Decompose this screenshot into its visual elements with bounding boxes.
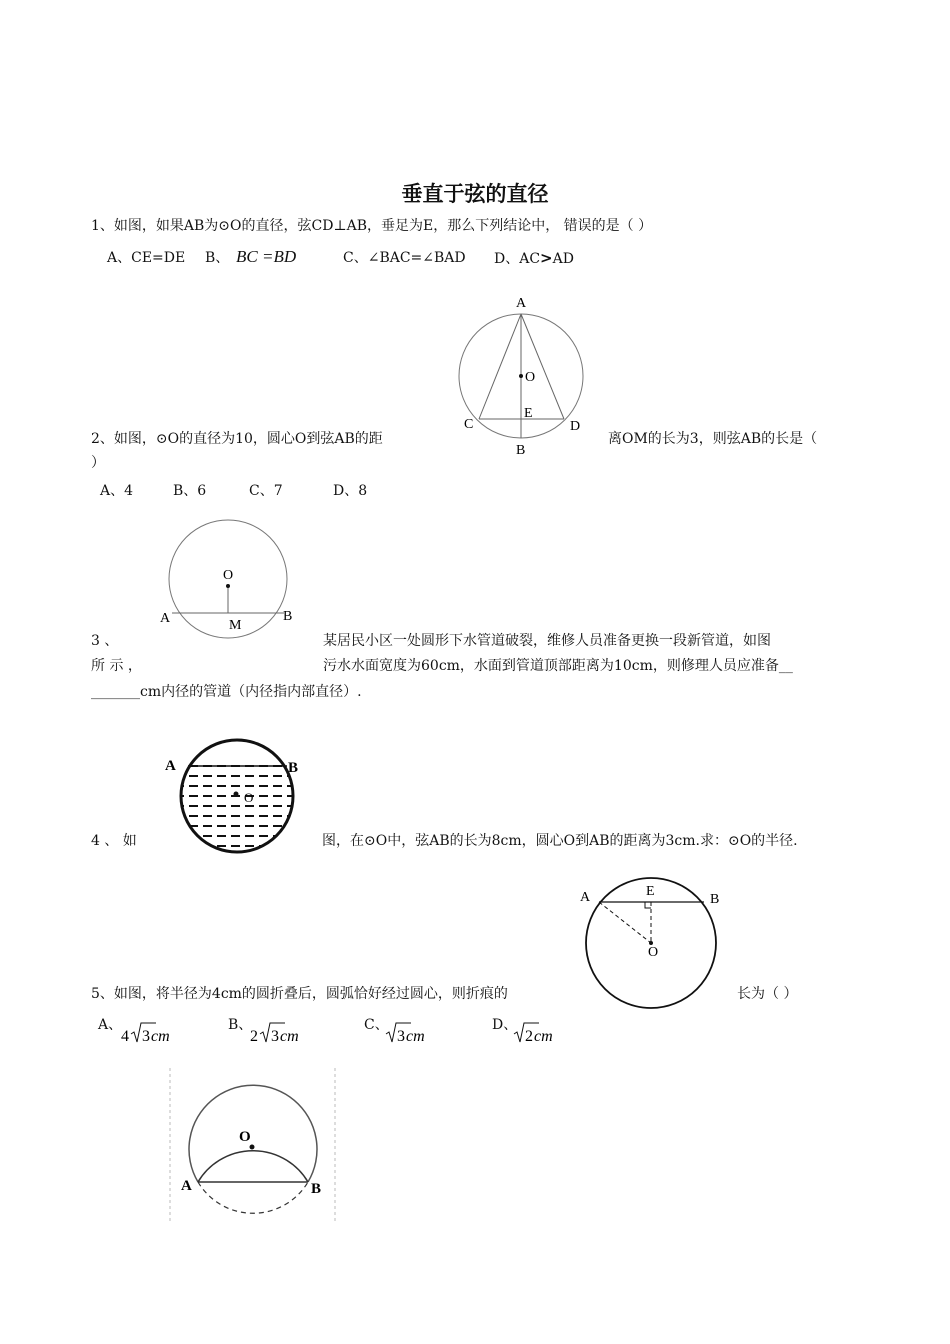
q1-label-a: A <box>516 296 527 311</box>
q5-option-b-unit: cm <box>280 1028 299 1045</box>
q2-option-d: D、8 <box>333 483 368 499</box>
q2-stem-left: 2、如图，⊙O的直径为10，圆心O到弦AB的距 <box>91 431 383 447</box>
q2-label-a: A <box>160 611 171 626</box>
q3-pipe-figure <box>160 735 310 855</box>
greater-than-symbol: > <box>540 249 553 267</box>
q5-option-c-math <box>384 1020 439 1046</box>
q1-option-d-label <box>494 249 574 268</box>
q5-option-b-coef: 2 <box>250 1028 258 1045</box>
q5-option-a-unit: cm <box>151 1028 170 1045</box>
q5-option-c-unit: cm <box>406 1028 425 1045</box>
q5-label-b: B <box>311 1181 322 1197</box>
q2-label-m: M <box>229 618 242 633</box>
q1-circle-figure <box>455 293 595 463</box>
q1-label-b: B <box>516 443 526 458</box>
q5-option-a-rad: 3 <box>142 1028 150 1045</box>
q4-text: 图，在⊙O中，弦AB的长为8cm，圆心O到AB的距离为3cm.求：⊙O的半径. <box>322 833 798 849</box>
q2-circle-figure <box>155 522 305 637</box>
q5-folded-arc <box>198 1151 308 1182</box>
q5-option-b-rad: 3 <box>271 1028 279 1045</box>
q3-line2: 污水水面宽度为60cm，水面到管道顶部距离为10cm，则修理人员应准备__ <box>323 658 793 674</box>
q5-option-c-label: C、 <box>364 1017 389 1033</box>
q4-segment-oa <box>599 902 651 943</box>
q3-label-b: B <box>288 760 299 776</box>
q2-option-a: A、4 <box>100 483 134 499</box>
q2-option-c: C、7 <box>249 483 283 499</box>
q3-label-a: A <box>165 758 176 774</box>
q3-water-hatch <box>175 766 300 846</box>
q5-stem: 5、如图，将半径为4cm的圆折叠后，圆弧恰好经过圆心，则折痕的 <box>91 986 508 1002</box>
q1-option-d-prefix: D、AC <box>494 251 541 267</box>
q5-option-b-label: B、 <box>228 1017 253 1033</box>
q4-right-angle-mark <box>645 902 651 908</box>
q1-label-o: O <box>525 370 536 385</box>
q5-option-d-label: D、 <box>492 1017 518 1033</box>
q5-option-c-rad: 3 <box>397 1028 405 1045</box>
q5-center-point <box>250 1145 255 1150</box>
q5-option-d-rad: 2 <box>525 1028 533 1045</box>
q4-label-a: A <box>580 890 591 905</box>
q5-option-a-coef: 4 <box>121 1028 129 1045</box>
q1-chord-ad <box>521 314 564 419</box>
q2-stem-line2: ） <box>91 455 105 471</box>
page-title: 垂直于弦的直径 <box>401 182 549 206</box>
q5-option-b-math <box>249 1020 314 1046</box>
q1-option-d-suffix: AD <box>552 251 574 267</box>
q4-label-b: B <box>710 892 720 907</box>
q1-stem: 1、如图，如果AB为⊙O的直径，弦CD⊥AB，垂足为E，那么下列结论中， 错误的是（ ） <box>91 218 653 234</box>
q4-label-e: E <box>646 884 655 899</box>
q5-option-a-label: A、 <box>98 1017 123 1033</box>
q1-label-c: C <box>464 417 474 432</box>
q5-circle-lower-dashed-arc <box>198 1182 308 1213</box>
q5-label-a: A <box>181 1178 192 1194</box>
q1-option-c: C、∠BAC=∠BAD <box>343 250 466 266</box>
q3-line1: 某居民小区一处圆形下水管道破裂，维修人员准备更换一段新管道，如图 <box>323 633 771 649</box>
q1-option-b-label: B、 <box>205 250 230 266</box>
q1-option-a: A、CE=DE <box>107 250 186 266</box>
q3-center-point <box>234 792 239 797</box>
q1-option-b-math: BC =BD <box>236 247 297 266</box>
q5-option-d-unit: cm <box>534 1028 553 1045</box>
q1-center-point <box>519 374 523 378</box>
q5-fold-figure <box>165 1066 340 1226</box>
q5-option-d-math <box>512 1020 567 1046</box>
q5-option-a-math <box>120 1020 185 1046</box>
q5-stem-right: 长为（ ） <box>737 986 798 1002</box>
q1-label-e: E <box>524 406 533 421</box>
q4-label-o: O <box>648 945 659 960</box>
q3-label-o: O <box>244 790 254 805</box>
q1-label-d: D <box>570 419 581 434</box>
q3-number: 3 、 <box>91 633 119 649</box>
q3-line3: _______cm内径的管道（内径指内部直径）. <box>91 684 362 700</box>
q4-circle-figure <box>573 874 728 1014</box>
q2-label-b: B <box>283 609 293 624</box>
q2-label-o: O <box>223 568 234 583</box>
q2-stem-right: 离OM的长为3，则弦AB的长是（ <box>608 431 818 447</box>
q2-option-b: B、6 <box>173 483 207 499</box>
q1-chord-ac <box>479 314 521 419</box>
q3-suo-shi: 所 示 ， <box>91 658 142 674</box>
q2-center-point <box>226 584 230 588</box>
q5-label-o: O <box>239 1129 251 1145</box>
q4-number: 4 、 如 <box>91 833 137 849</box>
q5-circle-upper-arc <box>189 1085 317 1182</box>
